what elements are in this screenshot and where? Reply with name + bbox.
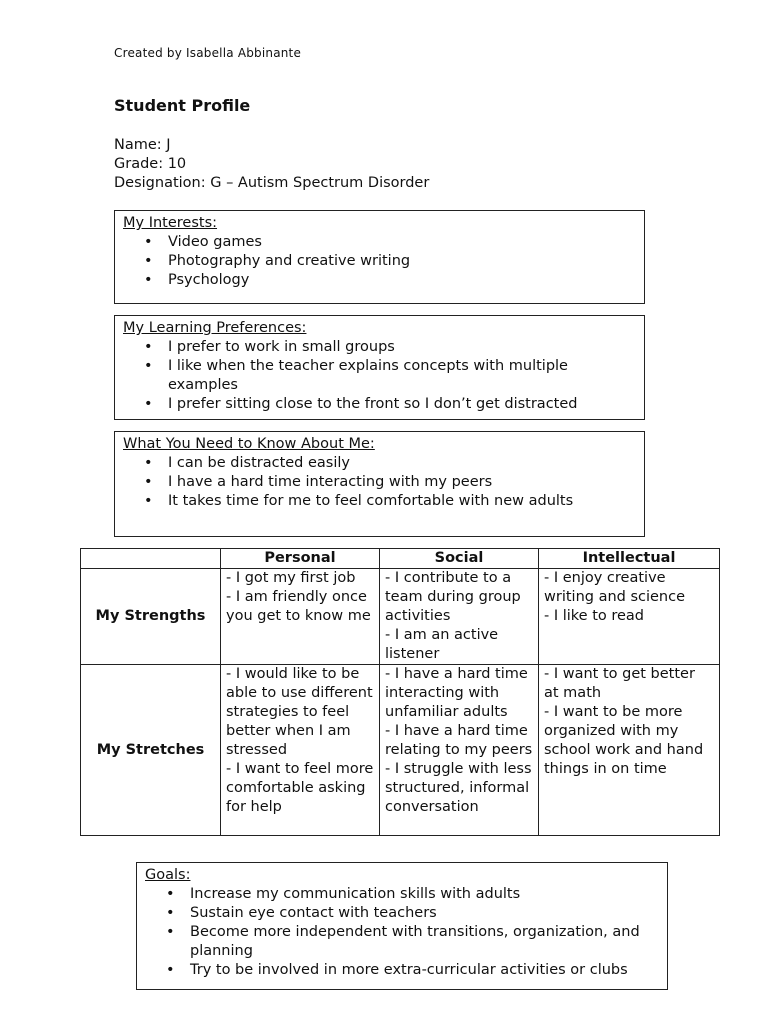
cell-text: - I am friendly once you get to know me bbox=[226, 589, 371, 624]
list-item: • It takes time for me to feel comfortable with new adults bbox=[144, 493, 574, 509]
learning-preferences-box bbox=[114, 315, 645, 420]
interests-heading: My Interests: bbox=[123, 215, 218, 231]
cell-text: - I am an active listener bbox=[385, 627, 499, 662]
bullet-icon: • bbox=[166, 905, 175, 921]
strengths-social-cell bbox=[380, 569, 539, 665]
bullet-icon: • bbox=[166, 962, 175, 978]
row-label-strengths: My Strengths bbox=[81, 569, 221, 665]
strengths-stretches-table bbox=[80, 548, 720, 836]
strengths-personal-cell bbox=[221, 569, 380, 665]
header-social: Social bbox=[380, 549, 539, 569]
need-to-know-heading: What You Need to Know About Me: bbox=[123, 436, 375, 452]
bullet-icon: • bbox=[144, 396, 153, 412]
learning-preferences-heading: My Learning Preferences: bbox=[123, 320, 307, 336]
bullet-icon: • bbox=[144, 474, 153, 490]
list-item: • Video games bbox=[144, 234, 262, 250]
list-item: • Photography and creative writing bbox=[144, 253, 411, 269]
cell-text: - I would like to be able to use different strategies to feel better when I am stressed bbox=[226, 666, 373, 758]
bullet-icon: • bbox=[144, 455, 153, 471]
list-item: • I have a hard time interacting with my peers bbox=[144, 474, 493, 490]
cell-text: - I have a hard time relating to my peers bbox=[385, 723, 533, 758]
learning-preferences-list bbox=[123, 338, 636, 414]
bullet-icon: • bbox=[166, 886, 175, 902]
bullet-icon: • bbox=[144, 339, 153, 355]
list-item: • I can be distracted easily bbox=[144, 455, 350, 471]
goals-box bbox=[136, 862, 668, 990]
need-to-know-box bbox=[114, 431, 645, 537]
header-personal: Personal bbox=[221, 549, 380, 569]
header-intellectual: Intellectual bbox=[539, 549, 720, 569]
bullet-icon: • bbox=[144, 272, 153, 288]
stretches-social-cell bbox=[380, 665, 539, 836]
cell-text: - I like to read bbox=[544, 608, 645, 624]
student-designation: Designation: G – Autism Spectrum Disorder bbox=[114, 175, 430, 191]
cell-text: - I got my first job bbox=[226, 570, 356, 586]
list-item: • I like when the teacher explains concepts with multiple examples bbox=[144, 358, 568, 393]
list-item: • Psychology bbox=[144, 272, 250, 288]
goals-heading: Goals: bbox=[145, 867, 191, 883]
bullet-icon: • bbox=[144, 253, 153, 269]
interests-box bbox=[114, 210, 645, 304]
need-to-know-list bbox=[123, 454, 636, 511]
list-item: • I prefer to work in small groups bbox=[144, 339, 395, 355]
goals-list bbox=[145, 885, 659, 980]
cell-text: - I want to get better at math bbox=[544, 666, 695, 701]
student-name: Name: J bbox=[114, 137, 171, 153]
cell-text: - I enjoy creative writing and science bbox=[544, 570, 686, 605]
bullet-icon: • bbox=[166, 924, 175, 940]
cell-text: - I want to feel more comfortable asking for help bbox=[226, 761, 374, 815]
bullet-icon: • bbox=[144, 493, 153, 509]
page-title: Student Profile bbox=[114, 96, 251, 115]
table-header-row bbox=[81, 549, 720, 569]
bullet-icon: • bbox=[144, 234, 153, 250]
list-item: • Try to be involved in more extra-curricular activities or clubs bbox=[166, 962, 628, 978]
cell-text: - I have a hard time interacting with unfamiliar adults bbox=[385, 666, 528, 720]
strengths-intellectual-cell bbox=[539, 569, 720, 665]
list-item: • I prefer sitting close to the front so I don’t get distracted bbox=[144, 396, 578, 412]
list-item: • Become more independent with transitions, organization, and planning bbox=[166, 924, 640, 959]
table-row bbox=[81, 665, 720, 836]
interests-list bbox=[123, 233, 636, 290]
author-credit: Created by Isabella Abbinante bbox=[114, 46, 302, 60]
cell-text: - I struggle with less structured, informal conversation bbox=[385, 761, 532, 815]
header-empty bbox=[81, 549, 221, 569]
stretches-personal-cell bbox=[221, 665, 380, 836]
list-item: • Sustain eye contact with teachers bbox=[166, 905, 437, 921]
row-label-stretches: My Stretches bbox=[81, 665, 221, 836]
student-grade: Grade: 10 bbox=[114, 156, 187, 172]
list-item: • Increase my communication skills with adults bbox=[166, 886, 521, 902]
table-row bbox=[81, 569, 720, 665]
cell-text: - I want to be more organized with my school work and hand things in on time bbox=[544, 704, 704, 777]
stretches-intellectual-cell bbox=[539, 665, 720, 836]
cell-text: - I contribute to a team during group activities bbox=[385, 570, 521, 624]
bullet-icon: • bbox=[144, 358, 153, 374]
